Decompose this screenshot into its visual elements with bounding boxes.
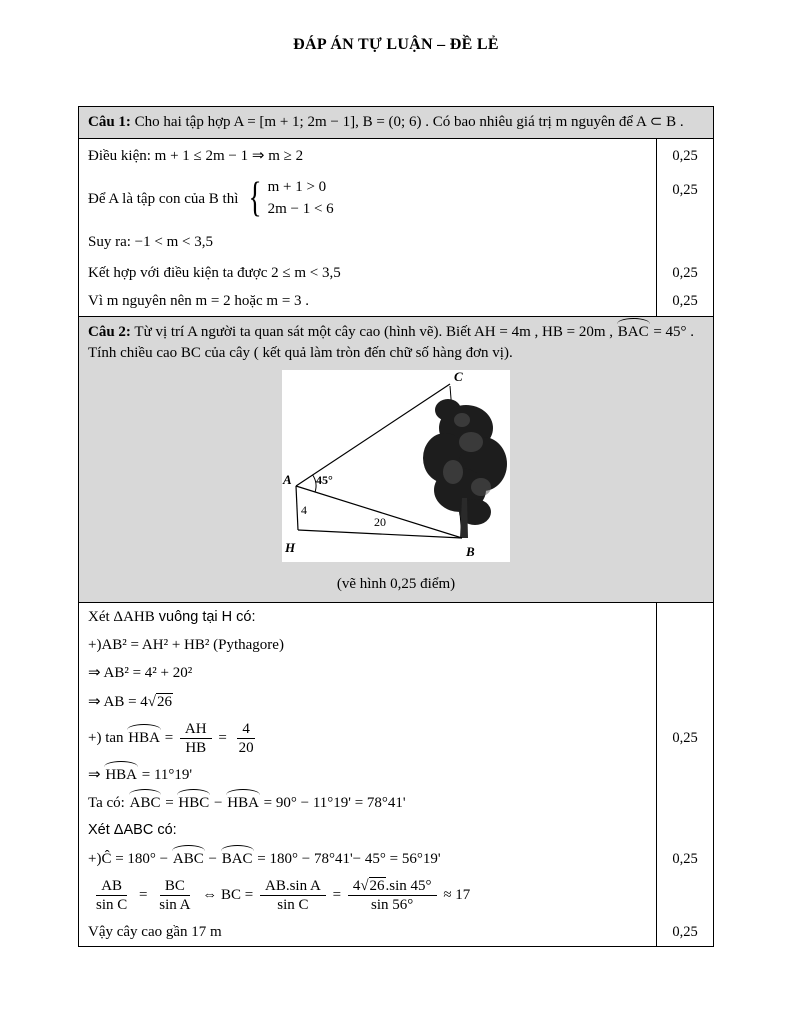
q2-header (79, 316, 713, 603)
sqrt-radicand: 26 (157, 693, 173, 710)
denominator: 20 (238, 739, 254, 756)
label-H: H (285, 539, 296, 555)
q1-step-1 (79, 139, 713, 173)
q1-label: Câu 1: (88, 114, 131, 130)
numerator: BC (160, 877, 190, 896)
q2-step-9-post: = 180° − 78°41'− 45° = 56°19' (253, 850, 441, 867)
q2-step-6-post: = 11°19' (138, 766, 193, 783)
q2-step-8-text-2: có: (153, 822, 177, 839)
label-AH-4: 4 (301, 502, 307, 517)
q1-header-text-1: Cho hai tập hợp (130, 114, 234, 130)
numerator-pre: 4√ (352, 878, 369, 895)
numerator: AB (96, 877, 127, 896)
label-HB-20: 20 (374, 514, 386, 529)
q2-header-math-2: AH = 4m (473, 323, 531, 340)
numerator: AH (180, 720, 212, 739)
q1-step-4-text: Kết hợp với điều kiện ta được (88, 265, 268, 281)
q2-step-3 (79, 659, 713, 687)
q2-header-line-1 (88, 322, 704, 343)
q1-step-5 (79, 287, 713, 315)
figure-caption: (vẽ hình 0,25 điểm) (336, 575, 456, 592)
q2-step-2-content: +)AB² = AH² + HB² (Pythagore) (88, 637, 284, 654)
answer-table (78, 106, 714, 947)
angle-HBA: HBA (104, 765, 138, 785)
q2-step-7-post: = 90° − 11°19' = 78°41' (259, 795, 406, 812)
fraction-ABsinA-sinC (260, 877, 326, 914)
triangle-figure (282, 370, 510, 562)
points-cell (656, 761, 713, 789)
q1-header (79, 107, 713, 139)
denominator: sin A (159, 897, 191, 914)
points-value: 0,25 (672, 923, 698, 940)
q2-step-9-pre: +)Ĉ = 180° − (88, 850, 172, 867)
numerator: AB.sin A (260, 877, 326, 896)
q2-step-7-content (79, 789, 656, 817)
q1-header-math-1: A = [m + 1; 2m − 1], B = (0; 6) (233, 114, 422, 130)
q2-step-1-content (79, 603, 656, 632)
denominator: sin C (96, 897, 128, 914)
equals: = (160, 729, 177, 746)
q2-step-5 (79, 716, 713, 761)
q2-step-4-pre: ⇒ AB = 4√ (88, 693, 157, 710)
q2-step-9-content (79, 845, 656, 873)
q1-step-1-math: m + 1 ≤ 2m − 1 ⇒ m ≥ 2 (154, 148, 304, 164)
fraction-4sqrt26sin45-sin56 (348, 877, 437, 914)
q2-step-11 (79, 918, 713, 946)
q1-solution (79, 139, 713, 316)
page-title: ĐÁP ÁN TỰ LUẬN – ĐỀ LẺ (293, 36, 499, 53)
label-A: A (283, 471, 292, 487)
q2-step-1-math: ΔAHB (113, 608, 155, 625)
points-cell (656, 789, 713, 817)
points-cell (656, 259, 713, 287)
q2-step-4 (79, 688, 713, 716)
label-B: B (466, 543, 475, 559)
fraction-4-20 (234, 720, 259, 757)
q2-step-8-content (79, 817, 656, 845)
q2-header-math-3: HB = 20m (542, 323, 606, 340)
q2-step-6-pre: ⇒ (88, 766, 105, 783)
q1-step-4-math: 2 ≤ m < 3,5 (271, 265, 341, 281)
q2-step-5-pre: +) tan (88, 729, 128, 746)
system-line-2: 2m − 1 < 6 (267, 201, 334, 217)
q2-step-1-text: Xét (88, 608, 114, 625)
q2-step-5-content (79, 716, 656, 761)
q2-step-6-content (79, 761, 656, 789)
equals: = (161, 795, 178, 812)
q2-step-8-math: ΔABC (113, 822, 154, 839)
q1-step-3-label: Suy ra: (88, 233, 131, 250)
denominator: sin 56° (371, 897, 414, 914)
q2-step-11-content: Vậy cây cao gần 17 m (88, 924, 222, 941)
numerator (348, 877, 437, 896)
points-value: 0,25 (672, 292, 698, 309)
q2-header-math-1: A (187, 323, 198, 340)
q2-header-math-4: = 45° (649, 323, 687, 340)
system-of-inequalities (245, 177, 333, 221)
q2-step-6 (79, 761, 713, 789)
angle-HBC: HBC (177, 793, 210, 813)
q2-step-8-text: Xét (88, 822, 114, 839)
q2-solution (79, 603, 713, 947)
points-cell (656, 873, 713, 918)
q1-step-1-content (79, 139, 656, 173)
denominator: sin C (277, 897, 309, 914)
q2-step-8 (79, 817, 713, 845)
q2-step-3-content: ⇒ AB² = 4² + 20² (88, 665, 193, 682)
points-cell (656, 225, 713, 259)
q1-step-1-label: Điều kiện: (88, 148, 151, 164)
angle-HBA: HBA (127, 728, 161, 748)
q1-step-2-content (79, 173, 656, 225)
denominator: HB (185, 739, 207, 756)
points-cell (656, 603, 713, 632)
points-value: 0,25 (672, 264, 698, 281)
approx-result: ≈ 17 (439, 887, 471, 904)
angle-BAC: BAC (221, 849, 254, 869)
left-brace: { (248, 175, 263, 222)
q2-step-2 (79, 631, 713, 659)
points-cell (656, 817, 713, 845)
q1-step-4-content (79, 259, 656, 287)
q1-header-text-2: . Có bao nhiêu giá trị m nguyên để (421, 114, 636, 130)
points-cell (656, 716, 713, 761)
q1-step-5-content (79, 287, 656, 315)
numerator: 4 (237, 720, 255, 739)
points-cell (656, 659, 713, 687)
figure-container (88, 370, 704, 569)
label-C: C (454, 369, 463, 384)
points-value: 0,25 (672, 147, 698, 164)
equals: = (214, 729, 231, 746)
q1-step-5-math: m = 2 hoặc m = 3 . (195, 293, 310, 310)
points-value: 0,25 (672, 729, 698, 746)
q2-step-1 (79, 603, 713, 632)
q2-header-text-4: , (605, 323, 617, 340)
fraction-BC-sinA (154, 877, 195, 914)
points-cell (656, 631, 713, 659)
points-cell (656, 139, 713, 173)
q2-step-10 (79, 873, 713, 918)
equals: = (328, 887, 345, 904)
fraction-AH-HB (180, 720, 212, 757)
system-line-1: m + 1 > 0 (267, 179, 327, 196)
angle-ABC: ABC (172, 849, 205, 869)
q2-label: Câu 2: (88, 323, 131, 340)
q2-step-10-content (79, 873, 656, 918)
q2-header-text-3: , (530, 323, 543, 340)
q2-header-text-5: . (686, 323, 695, 340)
q2-step-7 (79, 789, 713, 817)
points-value: 0,25 (672, 850, 698, 867)
iff-arrow: ⇔ BC = (198, 887, 257, 904)
points-cell (656, 688, 713, 716)
q1-step-2-text: Để A là tập con của B thì (88, 190, 239, 207)
q1-step-3-content (79, 225, 656, 259)
q1-step-2 (79, 173, 713, 225)
angle-BAC: BAC (617, 322, 650, 343)
fraction-AB-sinC (91, 877, 132, 914)
points-cell (656, 173, 713, 225)
q1-step-3 (79, 225, 713, 259)
numerator-post: .sin 45° (385, 878, 432, 895)
minus: − (210, 795, 227, 812)
q2-step-7-pre: Ta có: (88, 795, 129, 812)
points-cell (656, 918, 713, 946)
equals: = (135, 887, 152, 904)
q2-header-text-1: Từ vị trí (130, 323, 188, 340)
q2-step-9 (79, 845, 713, 873)
q2-header-text-2: người ta quan sát một cây cao (hình vẽ). Biết (197, 323, 474, 340)
q1-step-5-text: Vì m nguyên nên (88, 293, 192, 310)
label-angle-45: 45° (316, 472, 333, 487)
q1-step-4 (79, 259, 713, 287)
q1-header-text-3: . (676, 114, 684, 130)
angle-ABC: ABC (129, 793, 162, 813)
q2-step-1-text-2: vuông tại H có: (154, 608, 256, 625)
q1-step-3-math: −1 < m < 3,5 (134, 233, 213, 250)
system-stack (268, 177, 334, 221)
sqrt-radicand: 26 (369, 878, 385, 895)
q2-header-line-2: Tính chiều cao BC của cây ( kết quả làm tròn đến chữ số hàng đơn vị). (88, 344, 513, 361)
points-cell (656, 287, 713, 315)
points-value: 0,25 (672, 182, 698, 199)
angle-HBA: HBA (226, 793, 260, 813)
q2-step-4-content (79, 688, 656, 716)
q1-header-math-2: A ⊂ B (636, 114, 677, 130)
points-cell (656, 845, 713, 873)
minus: − (204, 850, 221, 867)
